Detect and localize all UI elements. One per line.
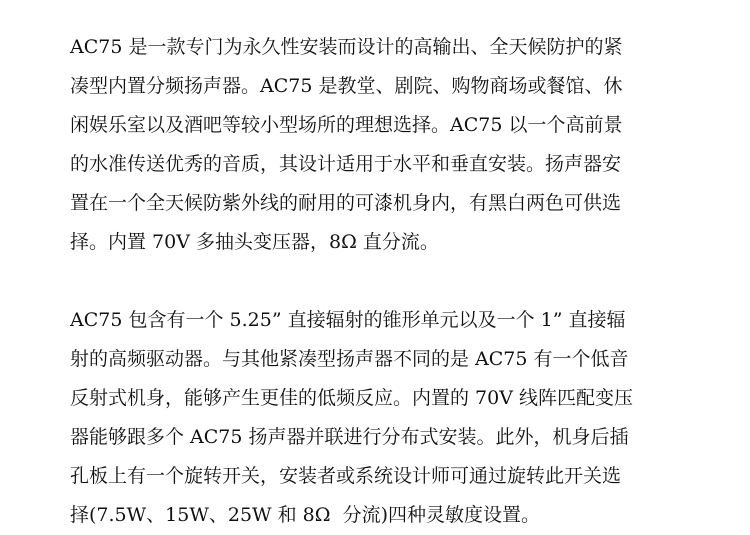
- paragraph-1-line-2: 凑型内置分频扬声器。AC75 是教堂、剧院、购物商场或餐馆、休: [70, 75, 623, 97]
- paragraph-2: [70, 301, 694, 535]
- paragraph-1: [70, 28, 694, 262]
- paragraph-1-line-3: 闲娱乐室以及酒吧等较小型场所的理想选择。AC75 以一个高前景: [70, 114, 623, 136]
- paragraph-1-line-6: 择。内置 70V 多抽头变压器，8Ω 直分流。: [70, 231, 439, 253]
- paragraph-1-line-4: 的水准传送优秀的音质，其设计适用于水平和垂直安装。扬声器安: [70, 153, 622, 175]
- paragraph-2-line-6: 择(7.5W、15W、25W 和 8Ω 分流)四种灵敏度设置。: [70, 504, 540, 526]
- paragraph-1-line-1: AC75 是一款专门为永久性安装而设计的高输出、全天候防护的紧: [70, 36, 623, 58]
- paragraph-2-line-5: 孔板上有一个旋转开关，安装者或系统设计师可通过旋转此开关选: [70, 465, 622, 487]
- document-body: [70, 28, 694, 535]
- paragraph-2-line-4: 器能够跟多个 AC75 扬声器并联进行分布式安装。此外，机身后插: [70, 426, 629, 448]
- paragraph-2-line-2: 射的高频驱动器。与其他紧凑型扬声器不同的是 AC75 有一个低音: [70, 348, 629, 370]
- paragraph-2-line-3: 反射式机身，能够产生更佳的低频反应。内置的 70V 线阵匹配变压: [70, 387, 633, 409]
- paragraph-gap: [70, 262, 694, 301]
- paragraph-1-line-5: 置在一个全天候防紫外线的耐用的可漆机身内，有黑白两色可供选: [70, 192, 622, 214]
- paragraph-2-line-1: AC75 包含有一个 5.25” 直接辐射的锥形单元以及一个 1” 直接辐: [70, 309, 626, 331]
